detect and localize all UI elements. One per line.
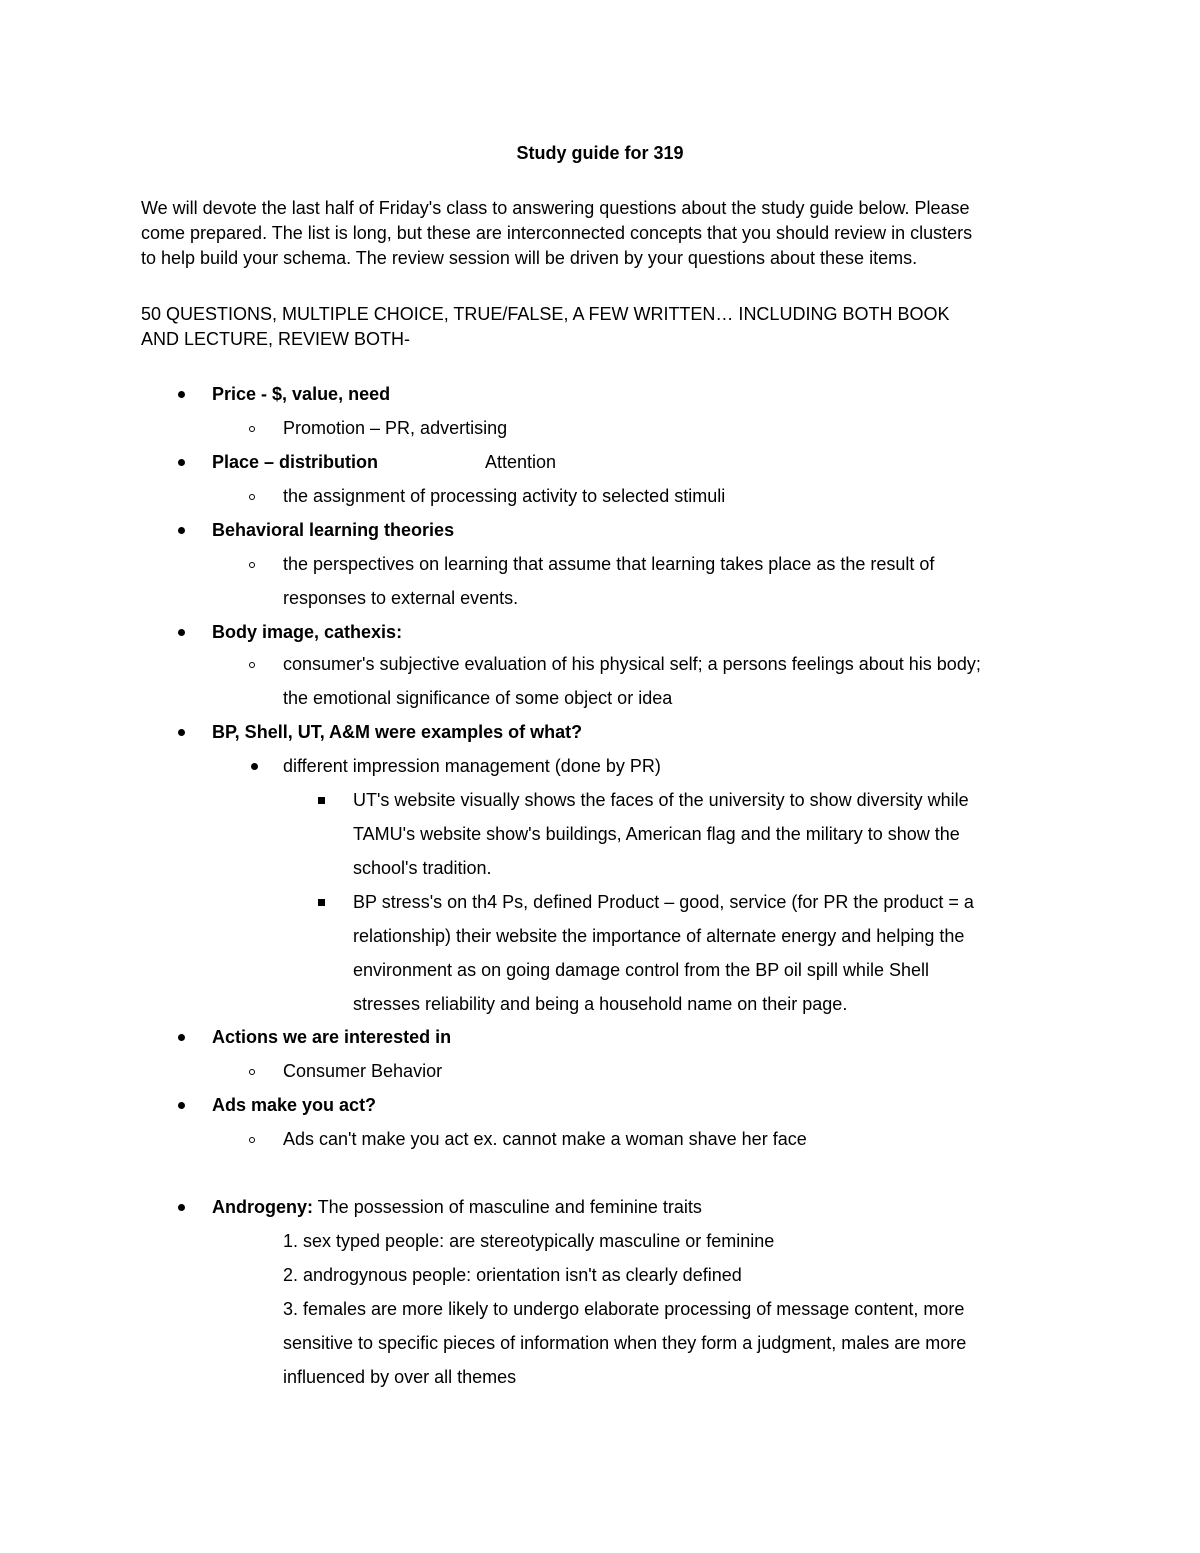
androgeny-label: Androgeny:: [212, 1197, 313, 1217]
androgeny-list-5: influenced by over all themes: [283, 1367, 517, 1387]
item-bpstress-2: relationship) their website the importance of alternate energy and helping the: [353, 926, 965, 946]
item-body-def-2: the emotional significance of some object or idea: [283, 688, 673, 708]
item-ut-1: UT's website visually shows the faces of the university to show diversity while: [353, 790, 969, 810]
item-body-def-1: consumer's subjective evaluation of his physical self; a persons feelings about his body;: [283, 654, 981, 674]
item-price: Price - $, value, need: [212, 384, 391, 404]
item-ads-def: Ads can't make you act ex. cannot make a woman shave her face: [283, 1129, 807, 1149]
bullet-icon: [178, 459, 185, 466]
hollow-bullet-icon: [249, 662, 255, 668]
item-body: Body image, cathexis:: [212, 622, 403, 642]
androgeny-list-4: sensitive to specific pieces of information when they form a judgment, males are more: [283, 1333, 967, 1353]
square-bullet-icon: [318, 899, 325, 906]
intro-line-3: to help build your schema. The review session will be driven by your questions about these items.: [141, 248, 918, 268]
bullet-icon: [251, 763, 258, 770]
item-behavioral-def-2: responses to external events.: [283, 588, 519, 608]
androgeny-list-1: 1. sex typed people: are stereotypically masculine or feminine: [283, 1231, 775, 1251]
item-actions: Actions we are interested in: [212, 1027, 452, 1047]
item-bp: BP, Shell, UT, A&M were examples of what?: [212, 722, 583, 742]
item-bpstress-4: stresses reliability and being a household name on their page.: [353, 994, 848, 1014]
intro-line-2: come prepared. The list is long, but these are interconnected concepts that you should review in clusters: [141, 223, 973, 243]
bullet-icon: [178, 1102, 185, 1109]
square-bullet-icon: [318, 797, 325, 804]
hollow-bullet-icon: [249, 562, 255, 568]
item-ut-3: school's tradition.: [353, 858, 492, 878]
bullet-icon: [178, 1204, 185, 1211]
bullet-icon: [178, 729, 185, 736]
notice-line-2: AND LECTURE, REVIEW BOTH-: [141, 329, 411, 349]
item-place: Place – distribution: [212, 452, 379, 472]
bullet-icon: [178, 629, 185, 636]
item-bpstress-1: BP stress's on th4 Ps, defined Product – good, service (for PR the product = a: [353, 892, 974, 912]
bullet-icon: [178, 1034, 185, 1041]
item-bpstress-3: environment as on going damage control from the BP oil spill while Shell: [353, 960, 929, 980]
androgeny-list-3: 3. females are more likely to undergo elaborate processing of message content, more: [283, 1299, 965, 1319]
item-ut-2: TAMU's website show's buildings, American flag and the military to show the: [353, 824, 960, 844]
bullet-icon: [178, 527, 185, 534]
item-ads: Ads make you act?: [212, 1095, 377, 1115]
item-attention: Attention: [485, 452, 557, 472]
notice-line-1: 50 QUESTIONS, MULTIPLE CHOICE, TRUE/FALSE, A FEW WRITTEN… INCLUDING BOTH BOOK: [141, 304, 950, 324]
bullet-icon: [178, 391, 185, 398]
androgeny-def: The possession of masculine and feminine traits: [313, 1197, 702, 1217]
item-androgeny: [212, 1198, 702, 1216]
hollow-bullet-icon: [249, 494, 255, 500]
page-title: Study guide for 319: [516, 143, 684, 163]
item-attention-def: the assignment of processing activity to selected stimuli: [283, 486, 726, 506]
hollow-bullet-icon: [249, 426, 255, 432]
intro-line-1: We will devote the last half of Friday's class to answering questions about the study guide below. Please: [141, 198, 970, 218]
item-behavioral: Behavioral learning theories: [212, 520, 455, 540]
item-behavioral-def-1: the perspectives on learning that assume that learning takes place as the result of: [283, 554, 935, 574]
hollow-bullet-icon: [249, 1069, 255, 1075]
androgeny-list-2: 2. androgynous people: orientation isn't as clearly defined: [283, 1265, 742, 1285]
item-bp-sub: different impression management (done by PR): [283, 756, 661, 776]
item-promotion: Promotion – PR, advertising: [283, 418, 508, 438]
hollow-bullet-icon: [249, 1137, 255, 1143]
item-consumer: Consumer Behavior: [283, 1061, 443, 1081]
